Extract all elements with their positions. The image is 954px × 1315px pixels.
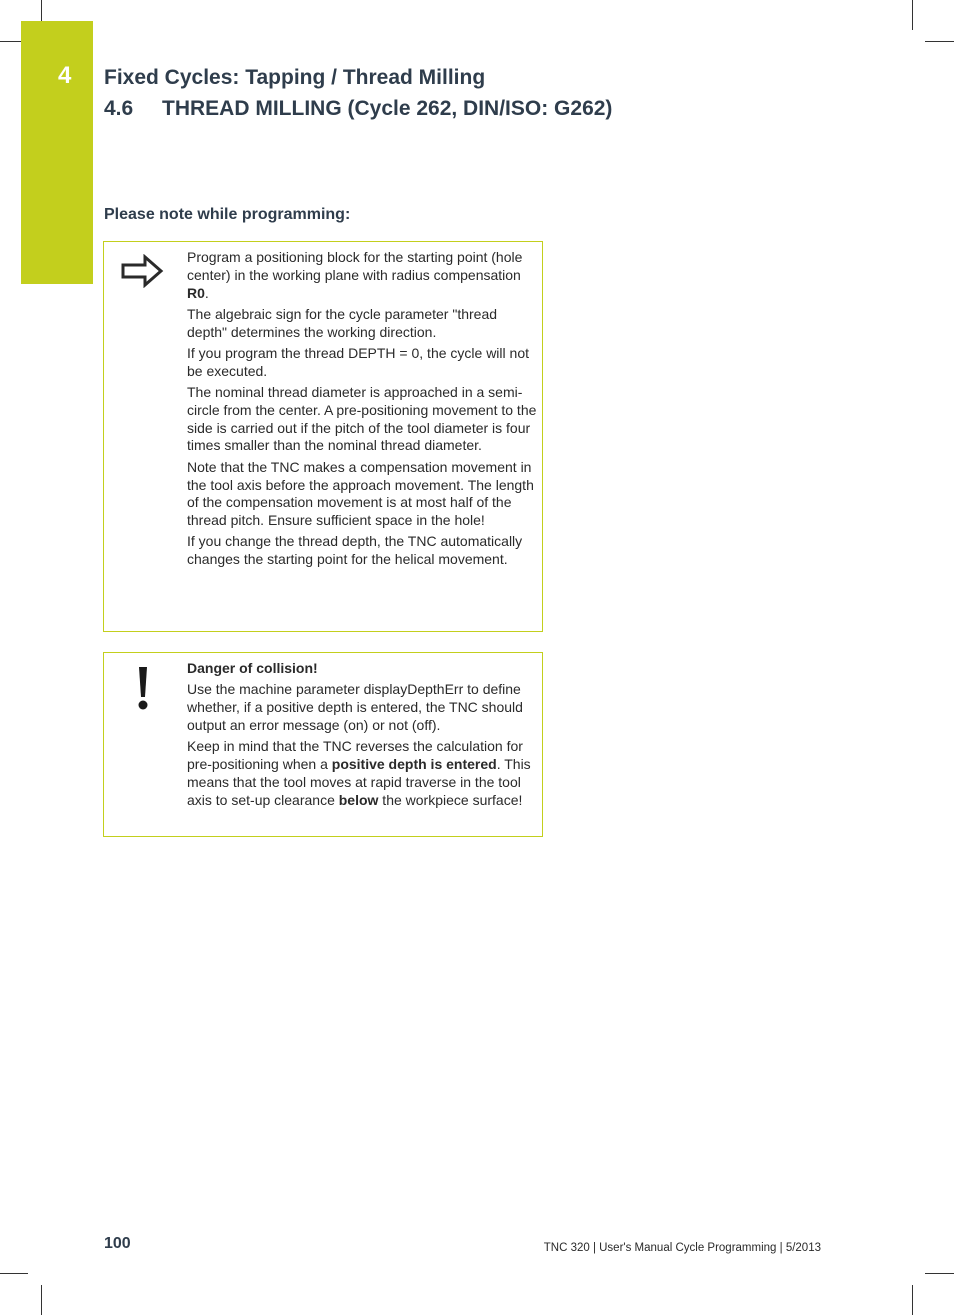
chapter-title: Fixed Cycles: Tapping / Thread Milling [104, 66, 486, 89]
crop-mark [925, 41, 954, 42]
section-title: THREAD MILLING (Cycle 262, DIN/ISO: G262) [162, 97, 613, 120]
note-paragraph: The algebraic sign for the cycle parameter "thread depth" determines the working direction. [187, 305, 498, 340]
warning-text [187, 660, 537, 813]
crop-mark [41, 0, 42, 21]
warning-paragraph: Use the machine parameter displayDepthErr to define whether, if a positive depth is entered, the TNC should output an error message (on) or not (off). [187, 681, 523, 733]
note-paragraph: Note that the TNC makes a compensation movement in the tool axis before the approach movement. The length of the compensation movement is at most half of the thread pitch. Ensure sufficient space in the hole! [187, 458, 534, 529]
note-text [187, 249, 537, 573]
crop-mark [925, 1273, 954, 1274]
notes-heading: Please note while programming: [104, 206, 351, 223]
note-paragraph: Program a positioning block for the starting point (hole center) in the working plane with radius compensation R0. [187, 249, 523, 301]
arrow-right-outline-icon [121, 254, 165, 288]
crop-mark [41, 1285, 42, 1315]
footer-text: TNC 320 | User's Manual Cycle Programming | 5/2013 [543, 1242, 821, 1254]
page-number: 100 [104, 1235, 131, 1252]
crop-mark [912, 1285, 913, 1315]
note-box [103, 241, 543, 632]
note-paragraph: The nominal thread diameter is approached in a semi-circle from the center. A pre-positioning movement to the side is carried out if the pitch of the tool diameter is four times smaller than the nominal thread diameter. [187, 384, 537, 454]
section-heading [104, 97, 612, 121]
section-number: 4.6 [104, 97, 134, 120]
crop-mark [0, 41, 21, 42]
note-paragraph: If you program the thread DEPTH = 0, the cycle will not be executed. [187, 344, 529, 379]
exclamation-icon [134, 665, 152, 711]
crop-mark [912, 0, 913, 30]
crop-mark [0, 1273, 28, 1274]
chapter-number: 4 [58, 62, 72, 89]
warning-title: Danger of collision! [187, 660, 318, 676]
warning-paragraph: Keep in mind that the TNC reverses the calculation for pre-positioning when a positive depth is entered. This means that the tool moves at rapid traverse in the tool axis to set-up clearance below the workpiece surface! [187, 738, 531, 808]
note-paragraph: If you change the thread depth, the TNC automatically changes the starting point for the helical movement. [187, 533, 523, 568]
chapter-tab [21, 21, 93, 284]
warning-box [103, 652, 543, 837]
